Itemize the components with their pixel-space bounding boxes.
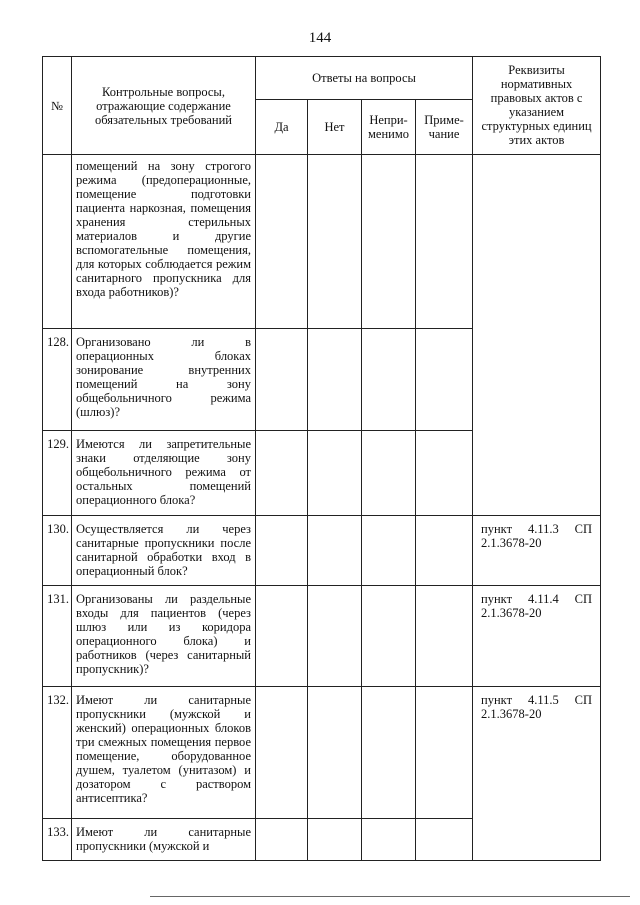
row-number: 133. — [43, 819, 72, 861]
answer-note-cell — [416, 431, 473, 516]
answer-yes-cell — [256, 431, 308, 516]
row-question: Имеются ли запретительные знаки отделяющие зону общебольничного режима от остальных помещений операционного блока? — [72, 431, 256, 516]
header-note: Приме- чание — [416, 100, 473, 155]
row-number: 132. — [43, 687, 72, 819]
table-row — [43, 586, 601, 687]
row-number: 128. — [43, 329, 72, 431]
answer-no-cell — [308, 819, 362, 861]
row-number — [43, 155, 72, 329]
header-questions: Контрольные вопросы, отражающие содержание обязательных требований — [72, 57, 256, 155]
row-number: 129. — [43, 431, 72, 516]
answer-yes-cell — [256, 155, 308, 329]
header-requisites: Реквизиты нормативных правовых актов с указанием структурных единиц этих актов — [473, 57, 601, 155]
table-row — [43, 516, 601, 586]
answer-no-cell — [308, 586, 362, 687]
header-yes: Да — [256, 100, 308, 155]
row-question: Осуществляется ли через санитарные пропускники после санитарной обработки вход в операционный блок? — [72, 516, 256, 586]
answer-note-cell — [416, 819, 473, 861]
answer-note-cell — [416, 687, 473, 819]
row-number: 131. — [43, 586, 72, 687]
page-number: 144 — [308, 30, 332, 46]
table-row — [43, 155, 601, 329]
answer-yes-cell — [256, 687, 308, 819]
row-question: Имеют ли санитарные пропускники (мужской и — [72, 819, 256, 861]
answer-no-cell — [308, 329, 362, 431]
answer-note-cell — [416, 586, 473, 687]
answer-na-cell — [362, 516, 416, 586]
header-number: № — [43, 57, 72, 155]
row-question: Организовано ли в операционных блоках зонирование внутренних помещений на зону общебольничного режима (шлюз)? — [72, 329, 256, 431]
answer-note-cell — [416, 155, 473, 329]
answer-na-cell — [362, 431, 416, 516]
answer-note-cell — [416, 516, 473, 586]
row-requisite: пункт 4.11.5 СП 2.1.3678-20 — [473, 687, 601, 861]
row-question: Имеют ли санитарные пропускники (мужской и женский) операционных блоков три смежных помещения первое помещение, оборудованное душем, туалетом (унитазом) и дозатором с раствором антисептика? — [72, 687, 256, 819]
answer-na-cell — [362, 329, 416, 431]
row-requisite: пункт 4.11.4 СП 2.1.3678-20 — [473, 586, 601, 687]
answer-note-cell — [416, 329, 473, 431]
answer-no-cell — [308, 155, 362, 329]
header-no: Нет — [308, 100, 362, 155]
answer-yes-cell — [256, 586, 308, 687]
answer-yes-cell — [256, 329, 308, 431]
row-requisite: пункт 4.11.3 СП 2.1.3678-20 — [473, 516, 601, 586]
row-question: Организованы ли раздельные входы для пациентов (через шлюз или из коридора операционного блока) и работников (через санитарный пропускник)? — [72, 586, 256, 687]
table-row — [43, 687, 601, 819]
answer-no-cell — [308, 687, 362, 819]
row-number: 130. — [43, 516, 72, 586]
answer-na-cell — [362, 586, 416, 687]
answer-na-cell — [362, 687, 416, 819]
header-answers: Ответы на вопросы — [256, 57, 473, 100]
answer-na-cell — [362, 155, 416, 329]
answer-na-cell — [362, 819, 416, 861]
row-question: помещений на зону строгого режима (предоперационные, помещение подготовки пациента наркозная, помещения хранения стерильных материалов и другие вспомогательные помещения, для которых соблюдается режим санитарного пропускника для входа работников)? — [72, 155, 256, 329]
row-requisite — [473, 155, 601, 516]
bottom-divider — [150, 896, 630, 897]
header-not-applicable: Непри- менимо — [362, 100, 416, 155]
answer-no-cell — [308, 516, 362, 586]
answer-yes-cell — [256, 516, 308, 586]
answer-no-cell — [308, 431, 362, 516]
checklist-table — [42, 56, 601, 861]
answer-yes-cell — [256, 819, 308, 861]
